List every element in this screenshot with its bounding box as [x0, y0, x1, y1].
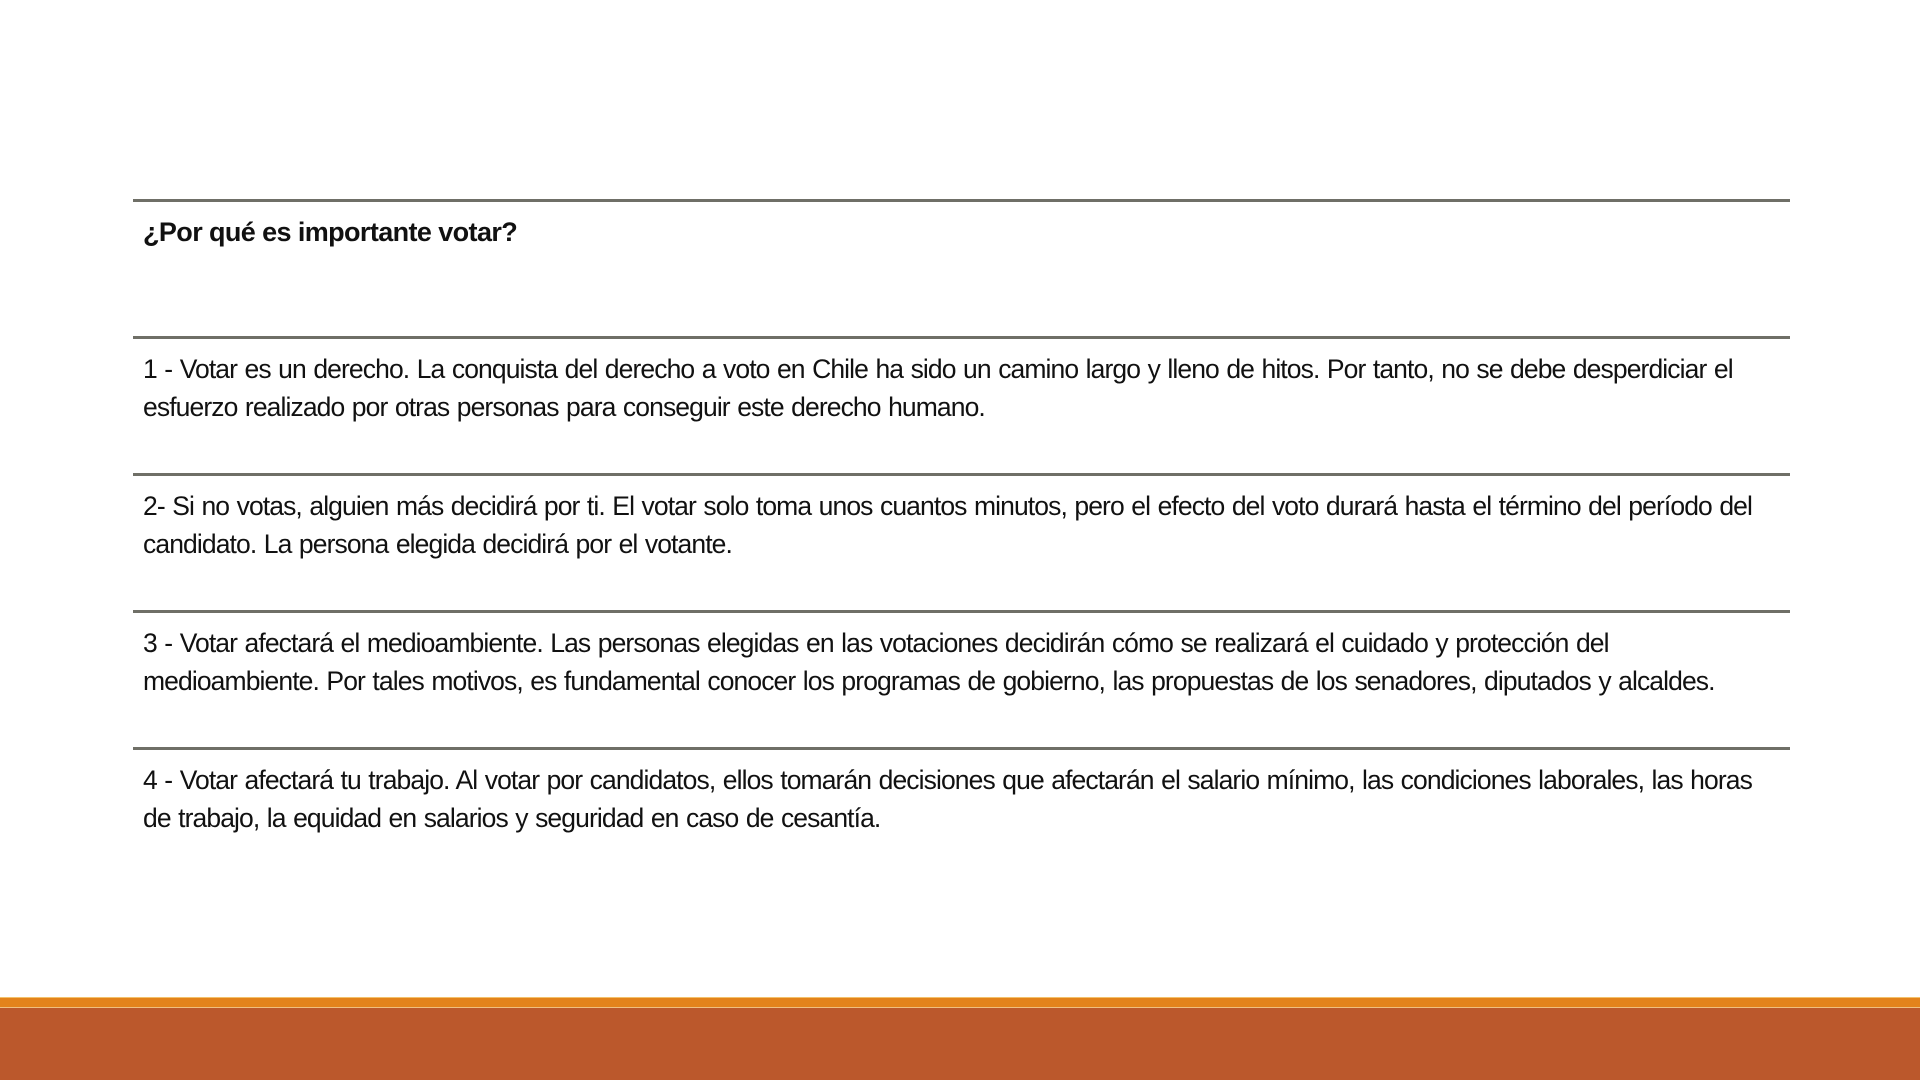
reason-item-2: 2- Si no votas, alguien más decidirá por ti. El votar solo toma unos cuantos minutos, pero el efecto del voto durará hasta el término del período del candidato. La persona elegida decidirá por el votante.: [143, 491, 1752, 559]
table-row: [133, 747, 1790, 867]
table-row: [133, 336, 1790, 473]
content-table: [133, 199, 1790, 867]
table-row: [133, 473, 1790, 610]
table-row-heading: [133, 199, 1790, 336]
reason-item-4: 4 - Votar afectará tu trabajo. Al votar por candidatos, ellos tomarán decisiones que afectarán el salario mínimo, las condiciones laborales, las horas de trabajo, la equidad en salarios y seguridad en caso de cesantía.: [143, 765, 1752, 833]
table-row: [133, 610, 1790, 747]
reason-item-1: 1 - Votar es un derecho. La conquista del derecho a voto en Chile ha sido un camino largo y lleno de hitos. Por tanto, no se debe desperdiciar el esfuerzo realizado por otras personas para conseguir este derecho humano.: [143, 354, 1733, 422]
reason-item-3: 3 - Votar afectará el medioambiente. Las personas elegidas en las votaciones decidirán cómo se realizará el cuidado y protección del medioambiente. Por tales motivos, es fundamental conocer los programas de gobierno, las propuestas de los senadores, diputados y alcaldes.: [143, 628, 1715, 696]
slide-heading: ¿Por qué es importante votar?: [143, 217, 518, 247]
footer-band: [0, 1008, 1920, 1080]
